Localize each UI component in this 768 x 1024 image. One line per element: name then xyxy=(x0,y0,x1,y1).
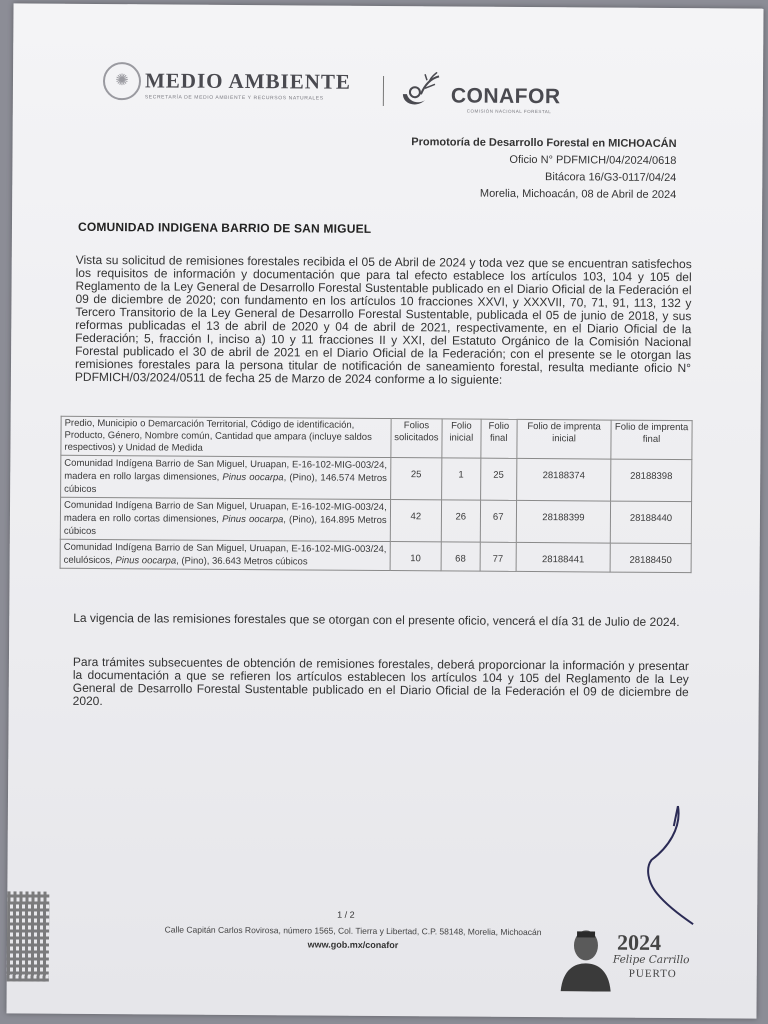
folio-final: 25 xyxy=(480,458,517,500)
issuing-office: Promotoría de Desarrollo Forestal en MICHOACÁN xyxy=(411,136,677,151)
portrait-icon xyxy=(559,923,613,991)
document-page xyxy=(6,3,763,1018)
table-header-row xyxy=(61,416,692,459)
species-name: Pinus oocarpa xyxy=(222,471,284,484)
footer-website: www.gob.mx/conafor xyxy=(307,939,399,951)
folios-solicitados: 10 xyxy=(390,542,442,571)
folio-inicial: 26 xyxy=(441,500,480,542)
conafor-logo-icon xyxy=(395,70,447,110)
header-folio-inicial: Folio inicial xyxy=(442,419,481,458)
page-number: 1 / 2 xyxy=(337,909,355,920)
letterhead-divider xyxy=(383,76,384,106)
agency-name: CONAFOR xyxy=(450,84,561,109)
document-references xyxy=(411,134,677,204)
page-footer xyxy=(7,903,758,1008)
desc-text: , (Pino), 146.574 Metros cúbicos xyxy=(64,472,387,495)
place-date: Morelia, Michoacán, 08 de Abril de 2024 xyxy=(479,187,677,202)
year-name-line-1: Felipe Carrillo xyxy=(612,953,690,967)
species-name: Pinus oocarpa xyxy=(115,555,177,567)
table-row xyxy=(61,455,692,501)
body-paragraph-1: Vista su solicitud de remisiones forestales recibida el 05 de Abril de 2024 y toda vez que se encuentran satisfechos los requisitos de información y documentación que para tal efecto establece los artículos 103, 104 y 105 del Reglamento de la Ley General de Desarrollo Forestal Sustentable publicado en el Diario Oficial de la Federación el 09 de diciembre de 2020; con fundamento en los artículos 10 fracciones XXVI, y XXXVII, 70, 71, 91, 113, 132 y Tercero Transitorio de la Ley General de Desarrollo Forestal Sustentable, publicada el 05 de junio de 2018, y sus reformas publicadas el 13 de abril de 2020 y 04 de abril de 2021, respectivamente, en el Diario Oficial de la Federación; 5, fracción I, inciso a) 10 y 11 fracciones II y XXI, del Estatuto Orgánico de la Comisión Nacional Forestal publicado el 30 de abril de 2021 en el Diario Oficial de la Federación; con el presente se le otorgan las remisiones forestales para la persona titular de notificación de saneamiento forestal, resulta mediante oficio N° PDFMICH/03/2024/0511 de fecha 25 de Marzo de 2024 conforme a lo siguiente: xyxy=(74,252,692,387)
imprenta-inicial: 28188399 xyxy=(516,500,610,543)
folio-final: 67 xyxy=(480,500,517,542)
mexico-seal-icon: ✺ xyxy=(103,62,141,100)
row-description xyxy=(60,539,390,570)
body-paragraph-3: Para trámites subsecuentes de obtención de remisiones forestales, deberá proporcionar la información y presentar la documentación a que se refieren los artículos establecen los artículos 104 y 105 del Reglamento de la Ley General de Desarrollo Forestal Sustentable publicado en el Diario Oficial de la Federación el 09 de diciembre de 2020. xyxy=(72,654,689,709)
footer-address: Calle Capitán Carlos Rovirosa, número 1565, Col. Tierra y Libertad, C.P. 58148, Morelia, Michoacán xyxy=(164,924,542,938)
species-name: Pinus oocarpa xyxy=(222,513,284,526)
desc-text: Comunidad Indígena Barrio de San Miguel, Uruapan, E-16-102-MIG-003/24, celulósicos, xyxy=(63,541,387,567)
header-folio-final: Folio final xyxy=(480,419,517,458)
table-row xyxy=(60,539,691,572)
folios-solicitados: 42 xyxy=(390,500,442,542)
qr-code-icon xyxy=(6,891,49,981)
remissions-table xyxy=(60,416,693,573)
year-logo: 2024 xyxy=(616,929,662,955)
row-description xyxy=(60,497,390,541)
row-description xyxy=(61,455,391,499)
ministry-subtitle: SECRETARÍA DE MEDIO AMBIENTE Y RECURSOS NATURALES xyxy=(144,94,324,102)
imprenta-final: 28188450 xyxy=(610,543,691,573)
letterhead xyxy=(101,60,601,123)
addressee: COMUNIDAD INDIGENA BARRIO DE SAN MIGUEL xyxy=(77,219,372,236)
ministry-name: MEDIO AMBIENTE xyxy=(144,68,352,94)
desc-text: , (Pino), 164.895 Metros cúbicos xyxy=(63,514,387,537)
header-imprenta-final: Folio de imprenta final xyxy=(611,420,692,460)
bitacora-number: Bitácora 16/G3-0117/04/24 xyxy=(545,171,677,185)
agency-subtitle: COMISIÓN NACIONAL FORESTAL xyxy=(466,108,552,115)
year-name-line-2: PUERTO xyxy=(628,967,677,981)
header-description: Predio, Municipio o Demarcación Territorial, Código de identificación, Producto, Género, Nombre común, Cantidad que ampara (incluye saldos respectivos) y Unidad de Medida xyxy=(61,416,391,457)
desc-text: , (Pino), 36.643 Metros cúbicos xyxy=(176,555,308,568)
folios-solicitados: 25 xyxy=(390,458,442,500)
imprenta-inicial: 28188441 xyxy=(516,542,610,572)
folio-inicial: 1 xyxy=(442,458,481,500)
desc-text: Comunidad Indígena Barrio de San Miguel, Uruapan, E-16-102-MIG-003/24, madera en rollo largas dimensiones, xyxy=(64,457,388,483)
oficio-number: Oficio N° PDFMICH/04/2024/0618 xyxy=(509,153,677,168)
table-row xyxy=(60,497,691,543)
header-folios-solicitados: Folios solicitados xyxy=(391,419,443,458)
body-paragraph-2: La vigencia de las remisiones forestales que se otorgan con el presente oficio, vencerá el día 31 de Julio de 2024. xyxy=(73,610,680,630)
imprenta-final: 28188398 xyxy=(611,459,692,502)
imprenta-inicial: 28188374 xyxy=(517,458,611,501)
imprenta-final: 28188440 xyxy=(610,501,691,544)
desc-text: Comunidad Indígena Barrio de San Miguel, Uruapan, E-16-102-MIG-003/24, madera en rollo cortas dimensiones, xyxy=(63,499,387,525)
header-imprenta-inicial: Folio de imprenta inicial xyxy=(517,419,611,459)
folio-inicial: 68 xyxy=(441,542,480,571)
folio-final: 77 xyxy=(480,542,517,571)
